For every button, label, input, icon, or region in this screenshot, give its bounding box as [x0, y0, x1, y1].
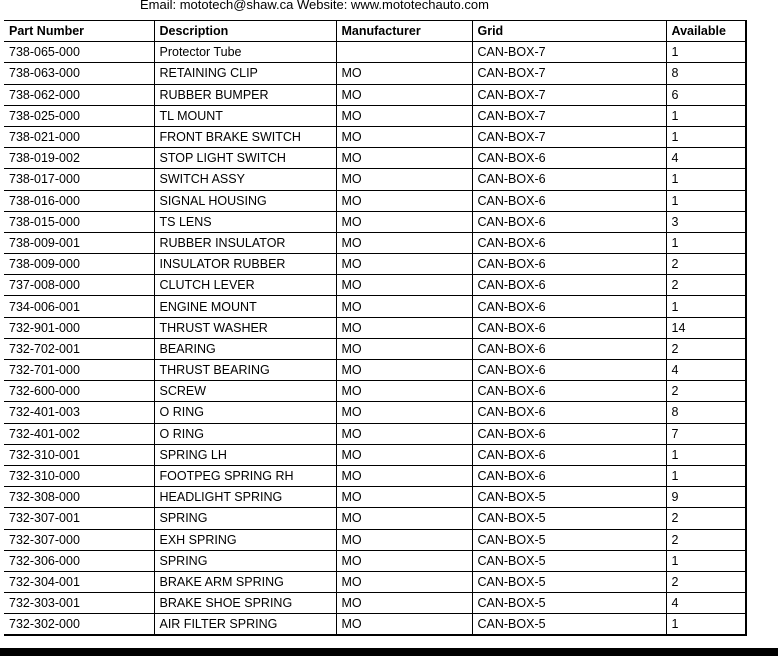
description-cell: FRONT BRAKE SWITCH [154, 126, 336, 147]
manufacturer-cell: MO [336, 465, 472, 486]
table-row [4, 169, 746, 190]
available-cell: 2 [666, 571, 746, 592]
grid-cell: CAN-BOX-6 [472, 444, 666, 465]
contact-info: Email: mototech@shaw.ca Website: www.mototechauto.com [140, 0, 489, 12]
manufacturer-cell: MO [336, 593, 472, 614]
part-number-cell: 732-310-000 [4, 465, 154, 486]
manufacturer-cell: MO [336, 402, 472, 423]
grid-cell: CAN-BOX-5 [472, 508, 666, 529]
grid-cell: CAN-BOX-5 [472, 614, 666, 636]
description-cell: Protector Tube [154, 42, 336, 63]
table-row [4, 63, 746, 84]
available-cell: 1 [666, 296, 746, 317]
manufacturer-cell: MO [336, 232, 472, 253]
manufacturer-cell: MO [336, 169, 472, 190]
grid-cell: CAN-BOX-6 [472, 360, 666, 381]
grid-cell: CAN-BOX-6 [472, 211, 666, 232]
part-number-cell: 738-025-000 [4, 105, 154, 126]
table-row [4, 402, 746, 423]
table-row [4, 296, 746, 317]
available-cell: 1 [666, 190, 746, 211]
grid-cell: CAN-BOX-7 [472, 126, 666, 147]
manufacturer-cell: MO [336, 423, 472, 444]
description-cell: HEADLIGHT SPRING [154, 487, 336, 508]
grid-cell: CAN-BOX-7 [472, 42, 666, 63]
manufacturer-cell: MO [336, 190, 472, 211]
description-cell: AIR FILTER SPRING [154, 614, 336, 636]
part-number-cell: 732-310-001 [4, 444, 154, 465]
table-row [4, 190, 746, 211]
available-cell: 1 [666, 126, 746, 147]
part-number-cell: 738-063-000 [4, 63, 154, 84]
description-cell: O RING [154, 402, 336, 423]
description-cell: BEARING [154, 338, 336, 359]
part-number-cell: 738-009-001 [4, 232, 154, 253]
description-cell: FOOTPEG SPRING RH [154, 465, 336, 486]
table-row [4, 148, 746, 169]
table-row [4, 254, 746, 275]
page-bottom-bar [0, 648, 778, 656]
part-number-cell: 732-306-000 [4, 550, 154, 571]
manufacturer-cell: MO [336, 148, 472, 169]
grid-cell: CAN-BOX-6 [472, 317, 666, 338]
available-cell: 2 [666, 338, 746, 359]
table-row [4, 42, 746, 63]
grid-cell: CAN-BOX-6 [472, 296, 666, 317]
grid-cell: CAN-BOX-6 [472, 254, 666, 275]
table-row [4, 465, 746, 486]
description-cell: TS LENS [154, 211, 336, 232]
part-number-cell: 732-701-000 [4, 360, 154, 381]
table-row [4, 211, 746, 232]
grid-cell: CAN-BOX-6 [472, 465, 666, 486]
part-number-cell: 732-307-000 [4, 529, 154, 550]
table-row [4, 338, 746, 359]
column-header-description: Description [154, 21, 336, 42]
part-number-cell: 738-017-000 [4, 169, 154, 190]
description-cell: SIGNAL HOUSING [154, 190, 336, 211]
table-row [4, 487, 746, 508]
description-cell: SPRING [154, 550, 336, 571]
grid-cell: CAN-BOX-7 [472, 84, 666, 105]
part-number-cell: 732-702-001 [4, 338, 154, 359]
available-cell: 4 [666, 360, 746, 381]
table-row [4, 614, 746, 636]
available-cell: 2 [666, 381, 746, 402]
part-number-cell: 732-600-000 [4, 381, 154, 402]
available-cell: 1 [666, 465, 746, 486]
part-number-cell: 738-065-000 [4, 42, 154, 63]
part-number-cell: 732-308-000 [4, 487, 154, 508]
table-row [4, 232, 746, 253]
description-cell: CLUTCH LEVER [154, 275, 336, 296]
description-cell: EXH SPRING [154, 529, 336, 550]
column-header-available: Available [666, 21, 746, 42]
table-row [4, 84, 746, 105]
available-cell: 1 [666, 42, 746, 63]
table-row [4, 550, 746, 571]
part-number-cell: 738-016-000 [4, 190, 154, 211]
description-cell: RUBBER INSULATOR [154, 232, 336, 253]
manufacturer-cell: MO [336, 126, 472, 147]
manufacturer-cell: MO [336, 211, 472, 232]
grid-cell: CAN-BOX-7 [472, 63, 666, 84]
description-cell: SWITCH ASSY [154, 169, 336, 190]
description-cell: SPRING [154, 508, 336, 529]
manufacturer-cell [336, 42, 472, 63]
manufacturer-cell: MO [336, 63, 472, 84]
table-row [4, 105, 746, 126]
column-header-part-number: Part Number [4, 21, 154, 42]
description-cell: BRAKE ARM SPRING [154, 571, 336, 592]
manufacturer-cell: MO [336, 381, 472, 402]
available-cell: 1 [666, 232, 746, 253]
grid-cell: CAN-BOX-6 [472, 232, 666, 253]
part-number-cell: 737-008-000 [4, 275, 154, 296]
description-cell: THRUST WASHER [154, 317, 336, 338]
manufacturer-cell: MO [336, 508, 472, 529]
table-row [4, 508, 746, 529]
table-row [4, 317, 746, 338]
description-cell: THRUST BEARING [154, 360, 336, 381]
manufacturer-cell: MO [336, 338, 472, 359]
manufacturer-cell: MO [336, 275, 472, 296]
table-header-row [4, 21, 746, 42]
part-number-cell: 738-021-000 [4, 126, 154, 147]
available-cell: 4 [666, 148, 746, 169]
manufacturer-cell: MO [336, 550, 472, 571]
table-row [4, 571, 746, 592]
description-cell: RUBBER BUMPER [154, 84, 336, 105]
description-cell: O RING [154, 423, 336, 444]
table-row [4, 275, 746, 296]
manufacturer-cell: MO [336, 296, 472, 317]
grid-cell: CAN-BOX-5 [472, 529, 666, 550]
manufacturer-cell: MO [336, 254, 472, 275]
available-cell: 1 [666, 169, 746, 190]
grid-cell: CAN-BOX-6 [472, 275, 666, 296]
available-cell: 6 [666, 84, 746, 105]
grid-cell: CAN-BOX-6 [472, 190, 666, 211]
parts-table [4, 20, 747, 636]
description-cell: SCREW [154, 381, 336, 402]
description-cell: RETAINING CLIP [154, 63, 336, 84]
grid-cell: CAN-BOX-6 [472, 338, 666, 359]
description-cell: ENGINE MOUNT [154, 296, 336, 317]
grid-cell: CAN-BOX-6 [472, 402, 666, 423]
available-cell: 1 [666, 105, 746, 126]
available-cell: 2 [666, 508, 746, 529]
manufacturer-cell: MO [336, 105, 472, 126]
part-number-cell: 732-307-001 [4, 508, 154, 529]
available-cell: 2 [666, 254, 746, 275]
part-number-cell: 738-062-000 [4, 84, 154, 105]
available-cell: 1 [666, 444, 746, 465]
manufacturer-cell: MO [336, 360, 472, 381]
table-row [4, 444, 746, 465]
part-number-cell: 734-006-001 [4, 296, 154, 317]
column-header-manufacturer: Manufacturer [336, 21, 472, 42]
part-number-cell: 732-901-000 [4, 317, 154, 338]
available-cell: 8 [666, 402, 746, 423]
available-cell: 3 [666, 211, 746, 232]
part-number-cell: 732-303-001 [4, 593, 154, 614]
table-row [4, 126, 746, 147]
part-number-cell: 738-019-002 [4, 148, 154, 169]
grid-cell: CAN-BOX-7 [472, 105, 666, 126]
part-number-cell: 732-401-003 [4, 402, 154, 423]
table-row [4, 423, 746, 444]
table-row [4, 360, 746, 381]
manufacturer-cell: MO [336, 529, 472, 550]
part-number-cell: 738-015-000 [4, 211, 154, 232]
available-cell: 4 [666, 593, 746, 614]
manufacturer-cell: MO [336, 317, 472, 338]
grid-cell: CAN-BOX-5 [472, 487, 666, 508]
manufacturer-cell: MO [336, 614, 472, 636]
available-cell: 2 [666, 275, 746, 296]
available-cell: 2 [666, 529, 746, 550]
part-number-cell: 738-009-000 [4, 254, 154, 275]
available-cell: 14 [666, 317, 746, 338]
grid-cell: CAN-BOX-6 [472, 381, 666, 402]
available-cell: 1 [666, 614, 746, 636]
grid-cell: CAN-BOX-5 [472, 593, 666, 614]
table-row [4, 529, 746, 550]
grid-cell: CAN-BOX-6 [472, 169, 666, 190]
table-row [4, 593, 746, 614]
description-cell: BRAKE SHOE SPRING [154, 593, 336, 614]
grid-cell: CAN-BOX-5 [472, 571, 666, 592]
part-number-cell: 732-401-002 [4, 423, 154, 444]
available-cell: 8 [666, 63, 746, 84]
part-number-cell: 732-304-001 [4, 571, 154, 592]
part-number-cell: 732-302-000 [4, 614, 154, 636]
description-cell: TL MOUNT [154, 105, 336, 126]
description-cell: INSULATOR RUBBER [154, 254, 336, 275]
manufacturer-cell: MO [336, 571, 472, 592]
grid-cell: CAN-BOX-6 [472, 148, 666, 169]
grid-cell: CAN-BOX-6 [472, 423, 666, 444]
available-cell: 1 [666, 550, 746, 571]
column-header-grid: Grid [472, 21, 666, 42]
table-row [4, 381, 746, 402]
available-cell: 7 [666, 423, 746, 444]
manufacturer-cell: MO [336, 84, 472, 105]
manufacturer-cell: MO [336, 487, 472, 508]
available-cell: 9 [666, 487, 746, 508]
grid-cell: CAN-BOX-5 [472, 550, 666, 571]
description-cell: SPRING LH [154, 444, 336, 465]
manufacturer-cell: MO [336, 444, 472, 465]
description-cell: STOP LIGHT SWITCH [154, 148, 336, 169]
